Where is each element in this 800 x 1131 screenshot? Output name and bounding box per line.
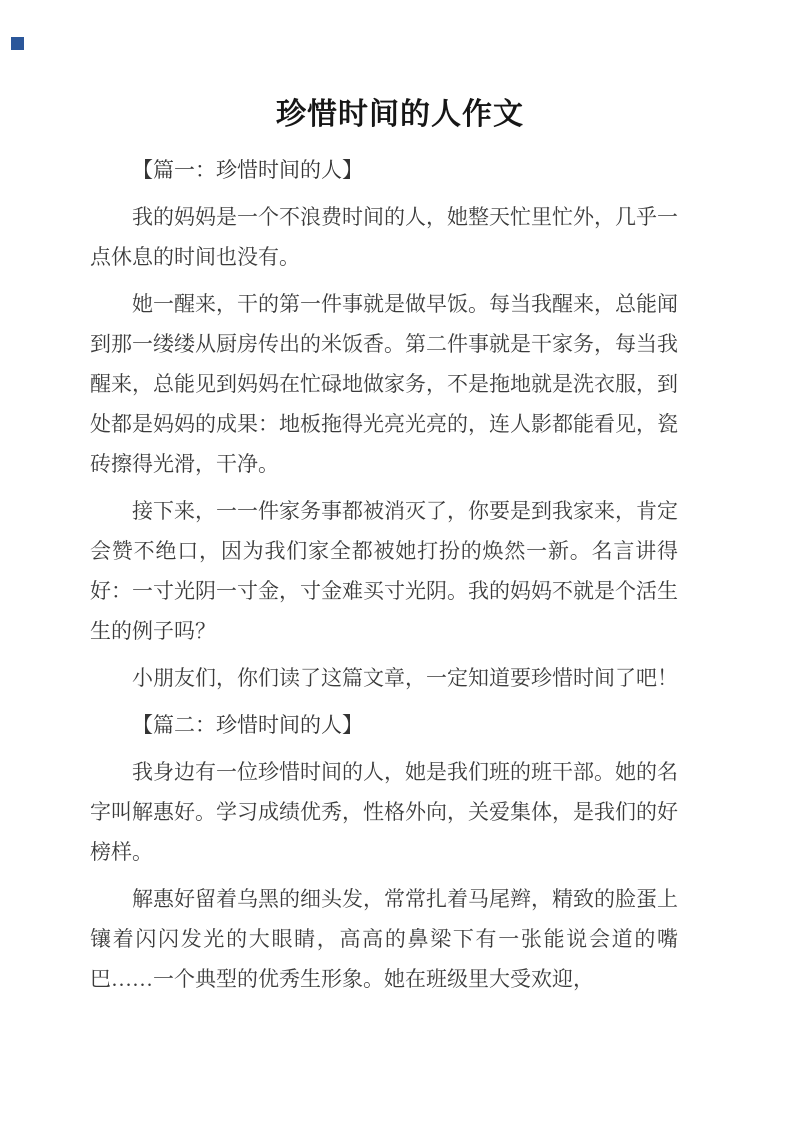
section-2-header: 【篇二：珍惜时间的人】 <box>132 713 363 737</box>
section-1-paragraph-2: 她一醒来，干的第一件事就是做早饭。每当我醒来，总能闻到那一缕缕从厨房传出的米饭香。第二件事就是干家务，每当我醒来，总能见到妈妈在忙碌地做家务，不是拖地就是洗衣服，到处都是妈妈的成果：地板拖得光亮光亮的，连人影都能看见，瓷砖擦得光滑，干净。 <box>90 292 678 476</box>
section-2-paragraph-1: 我身边有一位珍惜时间的人，她是我们班的班干部。她的名字叫解惠好。学习成绩优秀，性格外向，关爱集体，是我们的好榜样。 <box>90 760 678 864</box>
word-blue-marker-icon <box>11 37 24 50</box>
section-1-paragraph-4: 小朋友们，你们读了这篇文章，一定知道要珍惜时间了吧！ <box>132 666 678 690</box>
document-body <box>90 150 678 999</box>
section-1-header: 【篇一：珍惜时间的人】 <box>132 158 363 182</box>
section-2-paragraph-2: 解惠好留着乌黑的细头发，常常扎着马尾辫，精致的脸蛋上镶着闪闪发光的大眼睛，高高的鼻梁下有一张能说会道的嘴巴……一个典型的优秀生形象。她在班级里大受欢迎， <box>90 887 678 991</box>
document-title: 珍惜时间的人作文 <box>276 98 524 131</box>
section-1-paragraph-1: 我的妈妈是一个不浪费时间的人，她整天忙里忙外，几乎一点休息的时间也没有。 <box>90 205 678 269</box>
section-1-paragraph-3: 接下来，一一件家务事都被消灭了，你要是到我家来，肯定会赞不绝口，因为我们家全都被她打扮的焕然一新。名言讲得好：一寸光阴一寸金，寸金难买寸光阴。我的妈妈不就是个活生生的例子吗？ <box>90 499 678 643</box>
